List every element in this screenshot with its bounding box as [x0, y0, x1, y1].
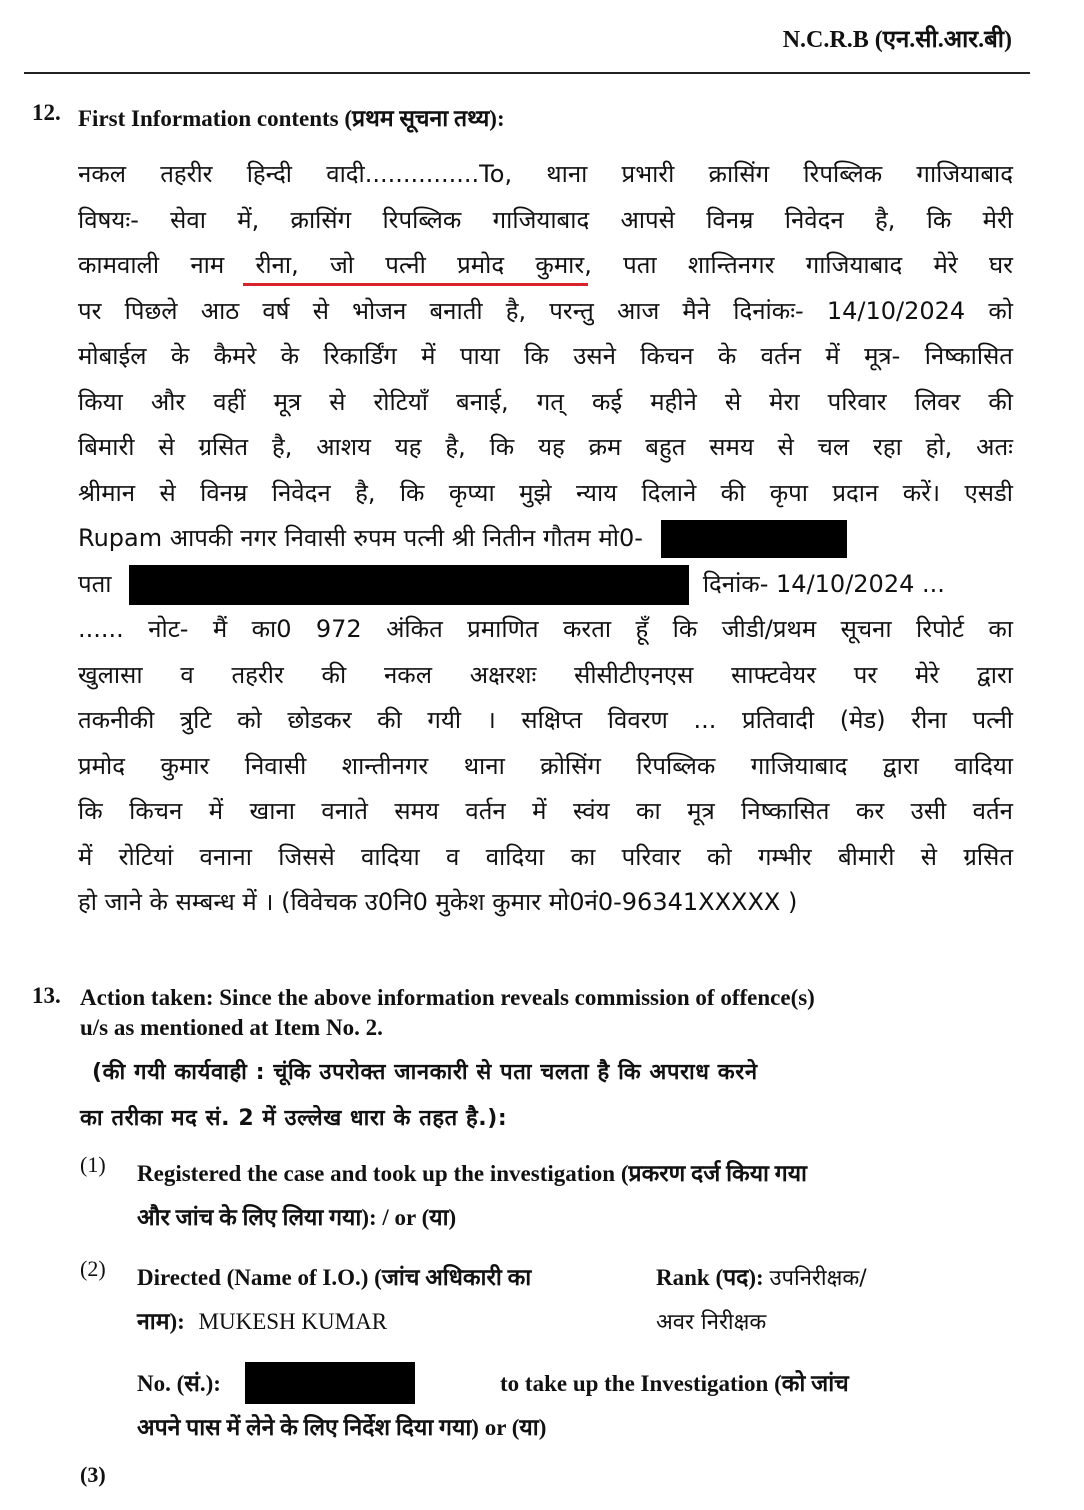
- take-up-investigation-text: to take up the Investigation (को जांच: [500, 1371, 849, 1396]
- body-line: में रोटियां वनाना जिससे वादिया व वादिया का परिवार को गम्भीर बीमारी से ग्रसित: [78, 842, 1013, 871]
- section-12-title: First Information contents (प्रथम सूचना तथ्य):: [78, 106, 505, 131]
- section-12-body: [78, 152, 1013, 926]
- body-line: नकल तहरीर हिन्दी वादी...............To, थाना प्रभारी क्रासिंग रिपब्लिक गाजियाबाद: [78, 160, 1013, 188]
- item-2-number: (2): [80, 1256, 106, 1281]
- red-underline-annotation: [243, 283, 588, 286]
- body-line: हो जाने के सम्बन्ध में । (विवेचक उ0नि0 मुकेश कुमार मो0नं0-96341XXXXX ): [78, 888, 798, 916]
- section-13-title: [80, 983, 815, 1043]
- body-line-with-redaction: [78, 562, 1013, 608]
- address-label: पता: [78, 569, 112, 598]
- item-3-number: (3): [80, 1462, 106, 1487]
- take-up-investigation-hindi: अपने पास में लेने के लिए निर्देश दिया गया) or (या): [137, 1415, 547, 1440]
- body-line: पर पिछले आठ वर्ष से भोजन बनाती है, परन्तु आज मैने दिनांकः- 14/10/2024 को: [78, 296, 1013, 325]
- ncrb-header: N.C.R.B (एन.सी.आर.बी): [782, 27, 1012, 53]
- io-name-value: MUKESH KUMAR: [198, 1309, 388, 1334]
- section-12-number: 12.: [32, 100, 61, 125]
- body-line: कामवाली नाम रीना, जो पत्नी प्रमोद कुमार, पता शान्तिनगर गाजियाबाद मेरे घर: [78, 251, 1013, 279]
- io-number-label: No. (सं.):: [137, 1371, 221, 1396]
- section-13-title-line2: u/s as mentioned at Item No. 2.: [80, 1015, 383, 1040]
- item-1-line2: और जांच के लिए लिया गया): / or (या): [137, 1205, 457, 1230]
- body-line: कि किचन में खाना वनाते समय वर्तन में स्वंय का मूत्र निष्कासित कर उसी वर्तन: [78, 797, 1013, 825]
- item-2-rank: [656, 1256, 1016, 1345]
- rank-label: Rank (पद):: [656, 1265, 764, 1290]
- redacted-io-number: [245, 1362, 415, 1404]
- item-1-text: [137, 1152, 1017, 1240]
- rank-value-line2: अवर निरीक्षक: [656, 1310, 767, 1335]
- item-2-directed: [137, 1256, 637, 1344]
- item-1-line1: Registered the case and took up the investigation (प्रकरण दर्ज किया गया: [137, 1161, 807, 1186]
- body-line: मोबाईल के कैमरे के रिकार्डिंग में पाया कि उसने किचन के वर्तन में मूत्र- निष्कासित: [78, 342, 1013, 370]
- io-directed-label: Directed (Name of I.O.) (जांच अधिकारी का: [137, 1265, 532, 1290]
- header-divider: [24, 72, 1030, 74]
- redacted-phone: [661, 520, 847, 558]
- body-line: श्रीमान से विनम्र निवेदन है, कि कृप्या मुझे न्याय दिलाने की कृपा प्रदान करें। एसडी: [78, 478, 1013, 507]
- body-line: किया और वहीं मूत्र से रोटियाँ बनाई, गत् कई महीने से मेरा परिवार लिवर की: [78, 387, 1013, 416]
- body-line: ...... नोट- मैं का0 972 अंकित प्रमाणित करता हूँ कि जीडी/प्रथम सूचना रिपोर्ट का: [78, 615, 1013, 643]
- redacted-address: [129, 565, 689, 605]
- section-13-title-line1: Action taken: Since the above information reveals commission of offence(s): [80, 985, 815, 1010]
- body-line: तकनीकी त्रुटि को छोडकर की गयी । सक्षिप्त विवरण ... प्रतिवादी (मेड) रीना पत्नी: [78, 706, 1013, 734]
- rank-value-line1: उपनिरीक्षक/: [769, 1266, 867, 1291]
- body-line: विषयः- सेवा में, क्रासिंग रिपब्लिक गाजियाबाद आपसे विनम्र निवेदन है, कि मेरी: [78, 205, 1013, 234]
- body-line-with-redaction: [78, 516, 1013, 562]
- item-1-number: (1): [80, 1152, 106, 1177]
- date-text: दिनांक- 14/10/2024 ...: [702, 569, 945, 598]
- body-line: खुलासा व तहरीर की नकल अक्षरशः सीसीटीएनएस साफ्टवेयर पर मेरे द्वारा: [78, 660, 1013, 689]
- body-line: प्रमोद कुमार निवासी शान्तीनगर थाना क्रोसिंग रिपब्लिक गाजियाबाद द्वारा वादिया: [78, 751, 1013, 780]
- section-13-hindi: [80, 1050, 980, 1142]
- body-line: बिमारी से ग्रसित है, आशय यह है, कि यह क्रम बहुत समय से चल रहा हो, अतः: [78, 433, 1013, 461]
- complainant-line: Rupam आपकी नगर निवासी रुपम पत्नी श्री नितीन गौतम मो0-: [78, 524, 643, 552]
- io-name-label: नाम):: [137, 1309, 185, 1334]
- section-13-number: 13.: [32, 983, 61, 1008]
- section-13-hindi-line2: का तरीका मद सं. 2 में उल्लेख धारा के तहत है.):: [80, 1106, 508, 1131]
- section-13-hindi-line1: (की गयी कार्यवाही : चूंकि उपरोक्त जानकारी से पता चलता है कि अपराध करने: [92, 1060, 758, 1085]
